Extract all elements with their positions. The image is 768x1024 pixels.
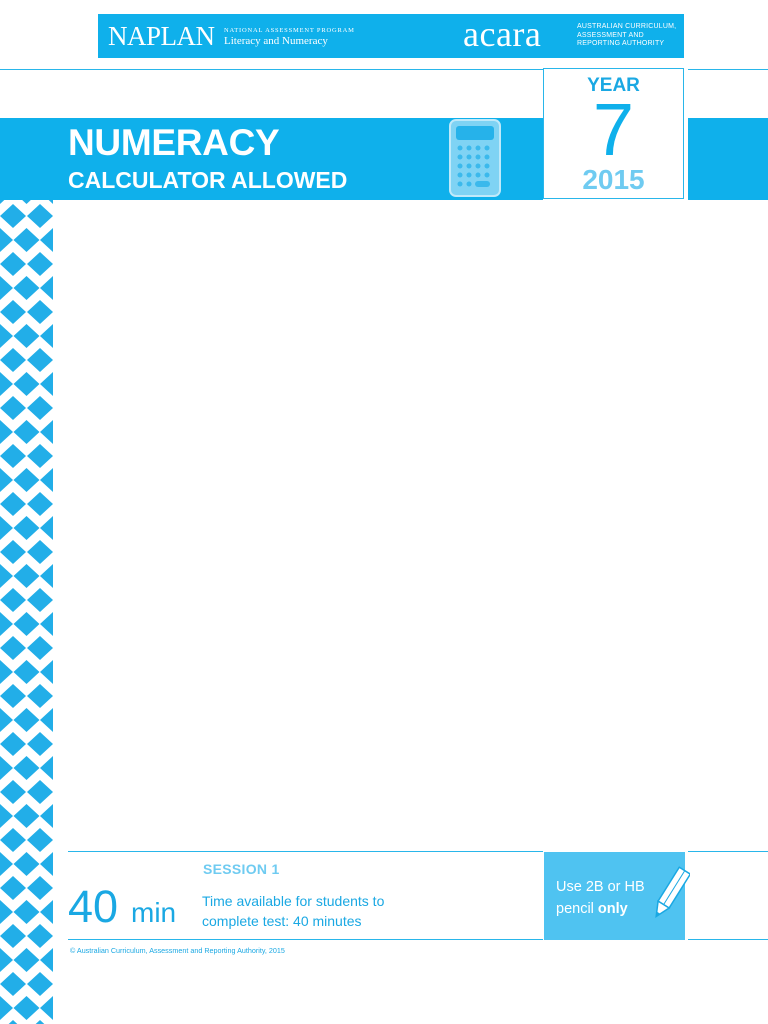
acara-line-3: REPORTING AUTHORITY	[577, 40, 665, 47]
header-banner	[98, 14, 684, 58]
pencil-instruction-line-1: Use 2B or HB	[556, 879, 645, 895]
acara-full-name	[577, 23, 687, 49]
top-rule-right	[688, 69, 768, 70]
year-number: 7	[592, 88, 635, 171]
time-description-line-2: complete test: 40 minutes	[202, 913, 362, 929]
copyright-notice: © Australian Curriculum, Assessment and Reporting Authority, 2015	[70, 946, 285, 955]
acara-line-2: ASSESSMENT AND	[577, 31, 644, 39]
pencil-instruction-plain: pencil	[556, 901, 598, 917]
naplan-subtitle: Literacy and Numeracy	[224, 35, 328, 47]
acara-line-1: AUSTRALIAN CURRICULUM,	[577, 23, 677, 30]
time-description	[202, 891, 432, 931]
test-subject-title: NUMERACY	[68, 122, 280, 163]
pencil-instruction-line-2	[556, 898, 656, 920]
top-rule-left	[0, 69, 543, 70]
session-bottom-rule	[68, 939, 543, 940]
acara-logo: acara	[463, 14, 542, 54]
test-mode-subtitle: CALCULATOR ALLOWED	[68, 167, 348, 193]
session-label: SESSION 1	[203, 861, 280, 877]
naplan-logo: NAPLAN	[108, 21, 215, 51]
year-label: YEAR	[587, 75, 640, 96]
session-top-rule	[68, 851, 543, 852]
time-allowed-unit: min	[131, 897, 177, 928]
pencil-icon	[648, 864, 690, 926]
time-allowed-value: 40	[68, 881, 119, 932]
naplan-program-label: NATIONAL ASSESSMENT PROGRAM	[224, 27, 355, 34]
pencil-instruction	[556, 876, 656, 920]
session-top-rule-right	[688, 851, 768, 852]
pencil-instruction-emphasis: only	[597, 901, 628, 917]
calculator-icon	[448, 118, 504, 198]
session-bottom-rule-right	[688, 939, 768, 940]
pencil-instruction-box	[544, 852, 685, 940]
time-description-line-1: Time available for students to	[202, 893, 385, 909]
test-year: 2015	[582, 164, 645, 195]
year-level-box	[543, 68, 684, 199]
title-band-right	[688, 118, 768, 200]
diamond-pattern-border	[0, 200, 53, 1024]
